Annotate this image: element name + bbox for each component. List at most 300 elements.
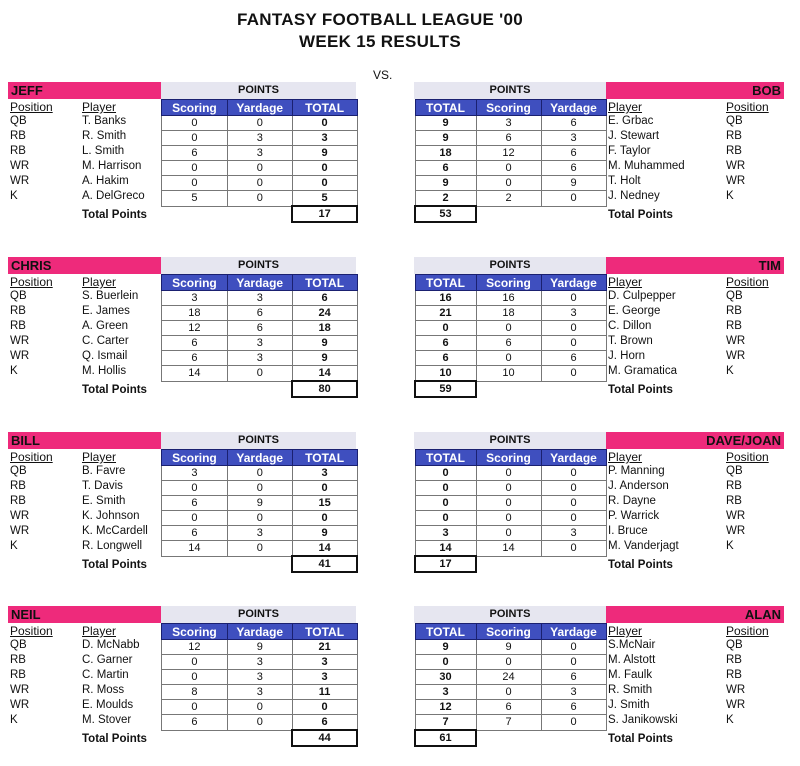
- total-column-header: TOTAL: [292, 275, 357, 291]
- yardage-cell: 0: [541, 291, 606, 306]
- position-list: [726, 638, 745, 728]
- total-cell: 14: [415, 541, 476, 557]
- player-header: Player: [82, 100, 117, 114]
- table-row: [415, 291, 606, 306]
- scoring-cell: 6: [162, 146, 228, 161]
- scoring-cell: 0: [476, 526, 541, 541]
- table-row: [162, 176, 358, 191]
- points-table: [414, 623, 607, 747]
- table-row: [162, 161, 358, 176]
- yardage-cell: 0: [541, 496, 606, 511]
- player-list: [608, 638, 678, 728]
- scoring-cell: 14: [162, 541, 228, 557]
- team-name-bar: CHRIS: [8, 257, 161, 274]
- table-row: [415, 700, 606, 715]
- position-cell: RB: [10, 320, 26, 332]
- position-cell: K: [726, 190, 734, 202]
- yardage-cell: 0: [227, 700, 292, 715]
- player-name: J. Anderson: [608, 480, 669, 492]
- total-cell: 0: [292, 161, 357, 176]
- yardage-cell: 6: [541, 670, 606, 685]
- player-name: A. Hakim: [82, 175, 129, 187]
- player-name: L. Smith: [82, 145, 125, 157]
- scoring-column-header: Scoring: [476, 100, 541, 116]
- team-name-bar: ALAN: [606, 606, 784, 623]
- player-name: P. Warrick: [608, 510, 660, 522]
- total-cell: 2: [415, 191, 476, 207]
- scoring-cell: 0: [476, 466, 541, 481]
- vs-label: VS.: [373, 68, 393, 82]
- yardage-cell: 0: [541, 541, 606, 557]
- team-name-bar: BOB: [606, 82, 784, 99]
- yardage-column-header: Yardage: [227, 275, 292, 291]
- total-cell: 0: [292, 700, 357, 715]
- player-name: T. Brown: [608, 335, 653, 347]
- total-cell: 3: [292, 655, 357, 670]
- player-name: T. Banks: [82, 115, 127, 127]
- yardage-cell: 0: [541, 366, 606, 382]
- table-row: [415, 640, 606, 655]
- total-cell: 3: [415, 526, 476, 541]
- scoring-cell: 9: [476, 640, 541, 655]
- player-name: R. Smith: [608, 684, 653, 696]
- player-name: M. Alstott: [608, 654, 656, 666]
- position-cell: RB: [10, 654, 26, 666]
- table-row: [415, 655, 606, 670]
- yardage-column-header: Yardage: [541, 624, 606, 640]
- yardage-cell: 0: [541, 321, 606, 336]
- table-row: [415, 496, 606, 511]
- position-header: Position: [10, 624, 53, 638]
- player-name: R. Longwell: [82, 540, 143, 552]
- total-cell: 0: [415, 496, 476, 511]
- player-name: A. DelGreco: [82, 190, 145, 202]
- scoring-cell: 0: [162, 655, 228, 670]
- scoring-cell: 0: [476, 511, 541, 526]
- scoring-column-header: Scoring: [162, 275, 228, 291]
- total-cell: 30: [415, 670, 476, 685]
- yardage-cell: 0: [541, 481, 606, 496]
- yardage-cell: 3: [541, 685, 606, 700]
- scoring-column-header: Scoring: [476, 450, 541, 466]
- total-cell: 6: [415, 161, 476, 176]
- player-name: E. Moulds: [82, 699, 134, 711]
- total-cell: 12: [415, 700, 476, 715]
- position-header: Position: [726, 275, 769, 289]
- yardage-column-header: Yardage: [541, 450, 606, 466]
- position-header: Position: [10, 450, 53, 464]
- team-name-bar: JEFF: [8, 82, 161, 99]
- yardage-cell: 0: [227, 161, 292, 176]
- total-cell: 15: [292, 496, 357, 511]
- yardage-cell: 0: [541, 511, 606, 526]
- total-cell: 7: [415, 715, 476, 731]
- total-cell: 9: [292, 336, 357, 351]
- player-header: Player: [608, 100, 643, 114]
- points-table: [161, 99, 358, 223]
- position-cell: RB: [10, 669, 26, 681]
- table-row: [162, 481, 358, 496]
- yardage-cell: 0: [227, 511, 292, 526]
- scoring-cell: 0: [476, 161, 541, 176]
- position-list: [726, 289, 745, 379]
- team-block-left: [8, 432, 358, 592]
- total-cell: 16: [415, 291, 476, 306]
- table-row: [162, 685, 358, 700]
- total-cell: 6: [292, 715, 357, 731]
- total-cell: 5: [292, 191, 357, 207]
- player-name: M. Faulk: [608, 669, 653, 681]
- table-row: [415, 306, 606, 321]
- total-cell: 14: [292, 541, 357, 557]
- points-header: POINTS: [414, 257, 606, 274]
- scoring-column-header: Scoring: [162, 100, 228, 116]
- player-name: A. Green: [82, 320, 129, 332]
- position-header: Position: [10, 275, 53, 289]
- scoring-column-header: Scoring: [162, 450, 228, 466]
- yardage-cell: 3: [227, 131, 292, 146]
- total-cell: 3: [292, 131, 357, 146]
- yardage-column-header: Yardage: [227, 624, 292, 640]
- scoring-cell: 3: [162, 291, 228, 306]
- table-row: [415, 321, 606, 336]
- player-name: J. Smith: [608, 699, 650, 711]
- position-cell: RB: [10, 145, 26, 157]
- position-cell: RB: [726, 480, 742, 492]
- table-row: [162, 291, 358, 306]
- position-cell: QB: [10, 115, 27, 127]
- team-block-left: [8, 606, 358, 766]
- team-name-bar: NEIL: [8, 606, 161, 623]
- yardage-cell: 3: [227, 291, 292, 306]
- total-cell: 0: [415, 481, 476, 496]
- total-cell: 0: [415, 511, 476, 526]
- total-cell: 9: [292, 351, 357, 366]
- player-name: I. Bruce: [608, 525, 648, 537]
- position-cell: RB: [726, 495, 742, 507]
- total-row: [415, 556, 606, 572]
- player-name: C. Garner: [82, 654, 133, 666]
- scoring-cell: 24: [476, 670, 541, 685]
- yardage-cell: 6: [227, 321, 292, 336]
- table-row: [415, 191, 606, 207]
- total-points-value: 17: [415, 556, 476, 572]
- points-table: [414, 99, 607, 223]
- position-cell: WR: [10, 175, 30, 187]
- position-cell: QB: [10, 290, 27, 302]
- player-header: Player: [608, 624, 643, 638]
- yardage-cell: 0: [227, 481, 292, 496]
- position-cell: WR: [10, 525, 30, 537]
- scoring-cell: 8: [162, 685, 228, 700]
- yardage-cell: 0: [227, 466, 292, 481]
- table-row: [162, 306, 358, 321]
- player-header: Player: [608, 450, 643, 464]
- points-table: [161, 274, 358, 398]
- player-name: T. Davis: [82, 480, 123, 492]
- points-table: [161, 623, 358, 747]
- points-table: [414, 449, 607, 573]
- table-row: [162, 336, 358, 351]
- player-name: J. Horn: [608, 350, 646, 362]
- yardage-cell: 0: [541, 191, 606, 207]
- player-name: M. Muhammed: [608, 160, 685, 172]
- position-cell: K: [726, 365, 734, 377]
- player-name: R. Smith: [82, 130, 127, 142]
- player-name: M. Gramatica: [608, 365, 678, 377]
- scoring-cell: 2: [476, 191, 541, 207]
- yardage-cell: 0: [541, 715, 606, 731]
- team-block-left: [8, 82, 358, 242]
- yardage-cell: 3: [227, 146, 292, 161]
- team-name-bar: DAVE/JOAN: [606, 432, 784, 449]
- table-row: [415, 131, 606, 146]
- table-row: [415, 541, 606, 557]
- points-header: POINTS: [161, 432, 356, 449]
- player-name: B. Favre: [82, 465, 126, 477]
- player-name: F. Taylor: [608, 145, 651, 157]
- team-block-left: [8, 257, 358, 417]
- table-row: [162, 366, 358, 382]
- position-cell: QB: [10, 639, 27, 651]
- total-column-header: TOTAL: [292, 624, 357, 640]
- total-points-label: Total Points: [608, 733, 673, 745]
- yardage-cell: 0: [227, 191, 292, 207]
- player-name: M. Harrison: [82, 160, 142, 172]
- yardage-cell: 0: [227, 366, 292, 382]
- total-cell: 0: [415, 321, 476, 336]
- table-row: [162, 541, 358, 557]
- table-row: [162, 146, 358, 161]
- points-table: [161, 449, 358, 573]
- position-cell: WR: [10, 160, 30, 172]
- position-cell: K: [726, 714, 734, 726]
- position-list: [726, 114, 745, 204]
- yardage-cell: 6: [541, 116, 606, 131]
- team-name-bar: BILL: [8, 432, 161, 449]
- scoring-cell: 6: [162, 526, 228, 541]
- yardage-column-header: Yardage: [227, 100, 292, 116]
- table-row: [415, 351, 606, 366]
- total-points-label: Total Points: [82, 733, 147, 745]
- scoring-cell: 0: [162, 670, 228, 685]
- player-header: Player: [82, 275, 117, 289]
- total-cell: 9: [292, 526, 357, 541]
- player-name: R. Moss: [82, 684, 125, 696]
- yardage-cell: 3: [541, 131, 606, 146]
- yardage-cell: 3: [227, 655, 292, 670]
- player-name: C. Dillon: [608, 320, 652, 332]
- yardage-cell: 0: [227, 116, 292, 131]
- position-cell: WR: [10, 350, 30, 362]
- table-row: [162, 191, 358, 207]
- yardage-cell: 3: [227, 685, 292, 700]
- scoring-cell: 18: [476, 306, 541, 321]
- scoring-cell: 7: [476, 715, 541, 731]
- total-points-label: Total Points: [82, 384, 147, 396]
- player-name: E. Smith: [82, 495, 126, 507]
- player-name: M. Stover: [82, 714, 132, 726]
- scoring-cell: 3: [162, 466, 228, 481]
- position-cell: WR: [10, 335, 30, 347]
- player-name: C. Carter: [82, 335, 129, 347]
- scoring-cell: 0: [162, 161, 228, 176]
- total-points-value: 17: [292, 206, 357, 222]
- total-points-value: 44: [292, 730, 357, 746]
- total-cell: 0: [292, 176, 357, 191]
- total-cell: 9: [292, 146, 357, 161]
- total-points-value: 61: [415, 730, 476, 746]
- player-name: T. Holt: [608, 175, 641, 187]
- yardage-cell: 0: [541, 336, 606, 351]
- player-list: [608, 289, 677, 379]
- position-cell: K: [10, 365, 18, 377]
- yardage-cell: 9: [227, 496, 292, 511]
- table-row: [415, 176, 606, 191]
- scoring-cell: 0: [476, 685, 541, 700]
- position-cell: RB: [10, 480, 26, 492]
- position-cell: RB: [10, 495, 26, 507]
- player-name: C. Martin: [82, 669, 129, 681]
- position-header: Position: [726, 100, 769, 114]
- table-row: [162, 351, 358, 366]
- position-cell: QB: [726, 115, 743, 127]
- table-row: [162, 131, 358, 146]
- player-name: J. Nedney: [608, 190, 660, 202]
- player-name: K. McCardell: [82, 525, 148, 537]
- total-points-label: Total Points: [608, 384, 673, 396]
- player-name: P. Manning: [608, 465, 665, 477]
- total-cell: 6: [415, 336, 476, 351]
- total-cell: 10: [415, 366, 476, 382]
- points-header: POINTS: [414, 606, 606, 623]
- position-cell: WR: [726, 160, 746, 172]
- position-cell: K: [726, 540, 734, 552]
- scoring-cell: 0: [476, 351, 541, 366]
- total-column-header: TOTAL: [415, 450, 476, 466]
- table-row: [415, 481, 606, 496]
- player-list: [82, 114, 145, 204]
- yardage-column-header: Yardage: [541, 275, 606, 291]
- total-points-label: Total Points: [82, 559, 147, 571]
- scoring-cell: 6: [162, 336, 228, 351]
- scoring-cell: 0: [162, 176, 228, 191]
- total-cell: 3: [292, 670, 357, 685]
- scoring-cell: 12: [162, 640, 228, 655]
- table-row: [162, 116, 358, 131]
- total-cell: 6: [415, 351, 476, 366]
- position-cell: QB: [10, 465, 27, 477]
- total-cell: 11: [292, 685, 357, 700]
- total-points-label: Total Points: [608, 559, 673, 571]
- page-title: FANTASY FOOTBALL LEAGUE '00: [236, 10, 524, 29]
- table-row: [415, 466, 606, 481]
- yardage-cell: 6: [541, 700, 606, 715]
- total-cell: 9: [415, 116, 476, 131]
- player-list: [82, 464, 148, 554]
- position-cell: RB: [726, 145, 742, 157]
- scoring-column-header: Scoring: [476, 275, 541, 291]
- yardage-cell: 9: [541, 176, 606, 191]
- scoring-cell: 0: [162, 116, 228, 131]
- table-row: [162, 640, 358, 655]
- player-header: Player: [82, 450, 117, 464]
- position-list: [10, 638, 29, 728]
- position-cell: WR: [10, 684, 30, 696]
- table-row: [415, 366, 606, 382]
- table-row: [162, 526, 358, 541]
- scoring-cell: 6: [162, 715, 228, 731]
- yardage-cell: 6: [541, 161, 606, 176]
- position-cell: WR: [10, 510, 30, 522]
- scoring-cell: 0: [476, 176, 541, 191]
- scoring-cell: 18: [162, 306, 228, 321]
- player-name: E. Grbac: [608, 115, 654, 127]
- player-list: [82, 289, 138, 379]
- yardage-cell: 3: [227, 351, 292, 366]
- scoring-cell: 0: [162, 511, 228, 526]
- table-row: [415, 146, 606, 161]
- total-row: [415, 730, 606, 746]
- scoring-cell: 6: [476, 336, 541, 351]
- position-header: Position: [726, 450, 769, 464]
- scoring-cell: 0: [476, 321, 541, 336]
- total-column-header: TOTAL: [415, 624, 476, 640]
- scoring-cell: 3: [476, 116, 541, 131]
- scoring-column-header: Scoring: [476, 624, 541, 640]
- total-cell: 21: [415, 306, 476, 321]
- yardage-cell: 3: [227, 670, 292, 685]
- scoring-cell: 0: [162, 131, 228, 146]
- position-cell: K: [10, 714, 18, 726]
- table-row: [415, 116, 606, 131]
- total-row: [162, 730, 358, 746]
- page-subtitle: WEEK 15 RESULTS: [299, 32, 461, 51]
- yardage-cell: 3: [541, 526, 606, 541]
- position-cell: WR: [726, 350, 746, 362]
- player-list: [82, 638, 140, 728]
- player-name: S. Janikowski: [608, 714, 678, 726]
- total-cell: 0: [415, 655, 476, 670]
- points-header: POINTS: [414, 82, 606, 99]
- position-list: [726, 464, 745, 554]
- player-name: J. Stewart: [608, 130, 660, 142]
- total-column-header: TOTAL: [415, 275, 476, 291]
- total-cell: 9: [415, 131, 476, 146]
- position-cell: K: [10, 540, 18, 552]
- player-name: K. Johnson: [82, 510, 140, 522]
- total-column-header: TOTAL: [292, 100, 357, 116]
- total-cell: 3: [415, 685, 476, 700]
- player-name: M. Vanderjagt: [608, 540, 679, 552]
- yardage-cell: 0: [541, 466, 606, 481]
- total-points-value: 41: [292, 556, 357, 572]
- table-row: [162, 511, 358, 526]
- table-row: [415, 336, 606, 351]
- total-cell: 0: [292, 116, 357, 131]
- scoring-cell: 5: [162, 191, 228, 207]
- position-cell: RB: [726, 130, 742, 142]
- table-row: [162, 321, 358, 336]
- total-points-label: Total Points: [82, 209, 147, 221]
- total-column-header: TOTAL: [292, 450, 357, 466]
- table-row: [415, 526, 606, 541]
- points-header: POINTS: [161, 257, 356, 274]
- scoring-cell: 6: [476, 700, 541, 715]
- scoring-cell: 0: [162, 700, 228, 715]
- scoring-cell: 10: [476, 366, 541, 382]
- scoring-cell: 0: [476, 655, 541, 670]
